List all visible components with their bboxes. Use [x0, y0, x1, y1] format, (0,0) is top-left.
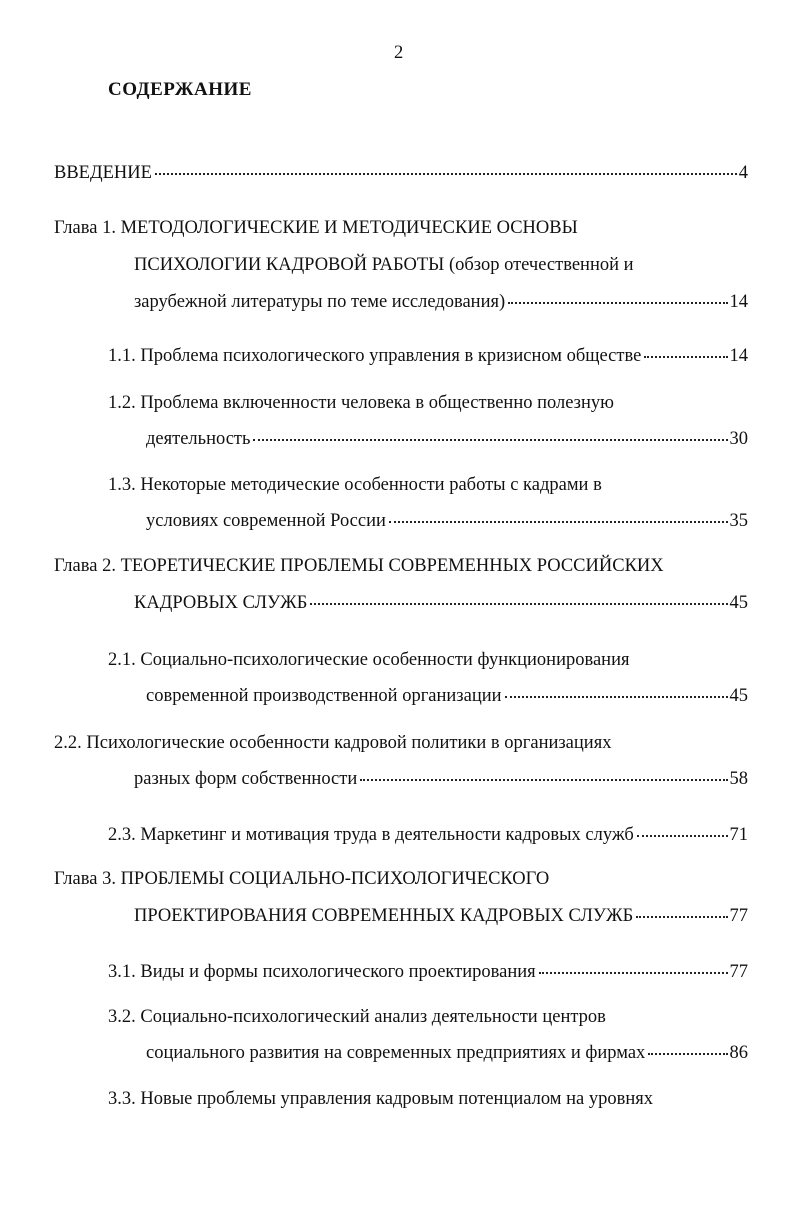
toc-chapter-1-line3[interactable] [134, 293, 748, 312]
toc-entry-label: социального развития на современных предприятиях и фирмах [146, 1043, 646, 1063]
dot-leader [508, 302, 727, 304]
dot-leader [637, 835, 728, 837]
toc-chapter-3-line1[interactable]: Глава 3. ПРОБЛЕМЫ СОЦИАЛЬНО-ПСИХОЛОГИЧЕСКОГО [54, 869, 550, 889]
toc-section-3-2-line1[interactable]: 3.2. Социально-психологический анализ деятельности центров [108, 1007, 606, 1027]
toc-section-2-1-line1[interactable]: 2.1. Социально-психологические особенности функционирования [108, 650, 630, 670]
toc-entry-label: условиях современной России [146, 511, 386, 531]
toc-entry-label: зарубежной литературы по теме исследования) [134, 292, 506, 312]
toc-entry-label: ВВЕДЕНИЕ [54, 163, 152, 183]
page-number: 2 [394, 43, 404, 63]
dot-leader [636, 916, 727, 918]
toc-page-number: 45 [729, 686, 748, 706]
toc-section-2-2-line2[interactable] [134, 770, 748, 789]
dot-leader [505, 696, 728, 698]
toc-section-3-3-line1[interactable]: 3.3. Новые проблемы управления кадровым потенциалом на уровнях [108, 1089, 653, 1109]
dot-leader [648, 1053, 727, 1055]
dot-leader [539, 972, 728, 974]
toc-page-number: 77 [729, 962, 748, 982]
dot-leader [253, 439, 727, 441]
toc-chapter-3-line2[interactable] [134, 907, 748, 926]
toc-page-number: 30 [729, 429, 748, 449]
toc-section-2-1-line2[interactable] [146, 687, 748, 706]
toc-page-number: 14 [729, 346, 748, 366]
toc-page-number: 35 [729, 511, 748, 531]
toc-page-number: 71 [729, 825, 748, 845]
toc-entry-intro[interactable] [54, 164, 748, 183]
dot-leader [360, 779, 727, 781]
toc-section-1-2-line1[interactable]: 1.2. Проблема включенности человека в общественно полезную [108, 393, 614, 413]
toc-chapter-1-line2[interactable]: ПСИХОЛОГИИ КАДРОВОЙ РАБОТЫ (обзор отечественной и [134, 255, 634, 275]
toc-entry-label: 1.1. Проблема психологического управления в кризисном обществе [108, 346, 642, 366]
toc-entry-label: 2.3. Маркетинг и мотивация труда в деятельности кадровых служб [108, 825, 634, 845]
toc-entry-label: КАДРОВЫХ СЛУЖБ [134, 593, 308, 613]
dot-leader [389, 521, 728, 523]
toc-chapter-2-line1[interactable]: Глава 2. ТЕОРЕТИЧЕСКИЕ ПРОБЛЕМЫ СОВРЕМЕННЫХ РОССИЙСКИХ [54, 556, 664, 576]
toc-page-number: 45 [729, 593, 748, 613]
toc-chapter-1-line1[interactable]: Глава 1. МЕТОДОЛОГИЧЕСКИЕ И МЕТОДИЧЕСКИЕ ОСНОВЫ [54, 218, 578, 238]
dot-leader [155, 173, 737, 175]
toc-entry-label: ПРОЕКТИРОВАНИЯ СОВРЕМЕННЫХ КАДРОВЫХ СЛУЖБ [134, 906, 634, 926]
toc-section-1-3-line1[interactable]: 1.3. Некоторые методические особенности работы с кадрами в [108, 475, 602, 495]
toc-entry-label: деятельность [146, 429, 251, 449]
dot-leader [310, 603, 727, 605]
toc-page-number: 86 [729, 1043, 748, 1063]
toc-entry-label: 3.1. Виды и формы психологического проектирования [108, 962, 536, 982]
toc-chapter-2-line2[interactable] [134, 594, 748, 613]
toc-section-1-3-line2[interactable] [146, 512, 748, 531]
toc-entry-label: современной производственной организации [146, 686, 502, 706]
toc-entry-label: разных форм собственности [134, 769, 358, 789]
toc-section-1-2-line2[interactable] [146, 430, 748, 449]
toc-section-2-3[interactable] [108, 826, 748, 845]
toc-page-number: 14 [729, 292, 748, 312]
toc-page-number: 58 [729, 769, 748, 789]
toc-section-3-2-line2[interactable] [146, 1044, 748, 1063]
dot-leader [644, 356, 727, 358]
toc-page-number: 77 [729, 906, 748, 926]
page-title: СОДЕРЖАНИЕ [108, 79, 252, 100]
toc-section-3-1[interactable] [108, 963, 748, 982]
toc-section-1-1[interactable] [108, 347, 748, 366]
toc-section-2-2-line1[interactable]: 2.2. Психологические особенности кадровой политики в организациях [54, 733, 612, 753]
toc-page-number: 4 [738, 163, 748, 183]
